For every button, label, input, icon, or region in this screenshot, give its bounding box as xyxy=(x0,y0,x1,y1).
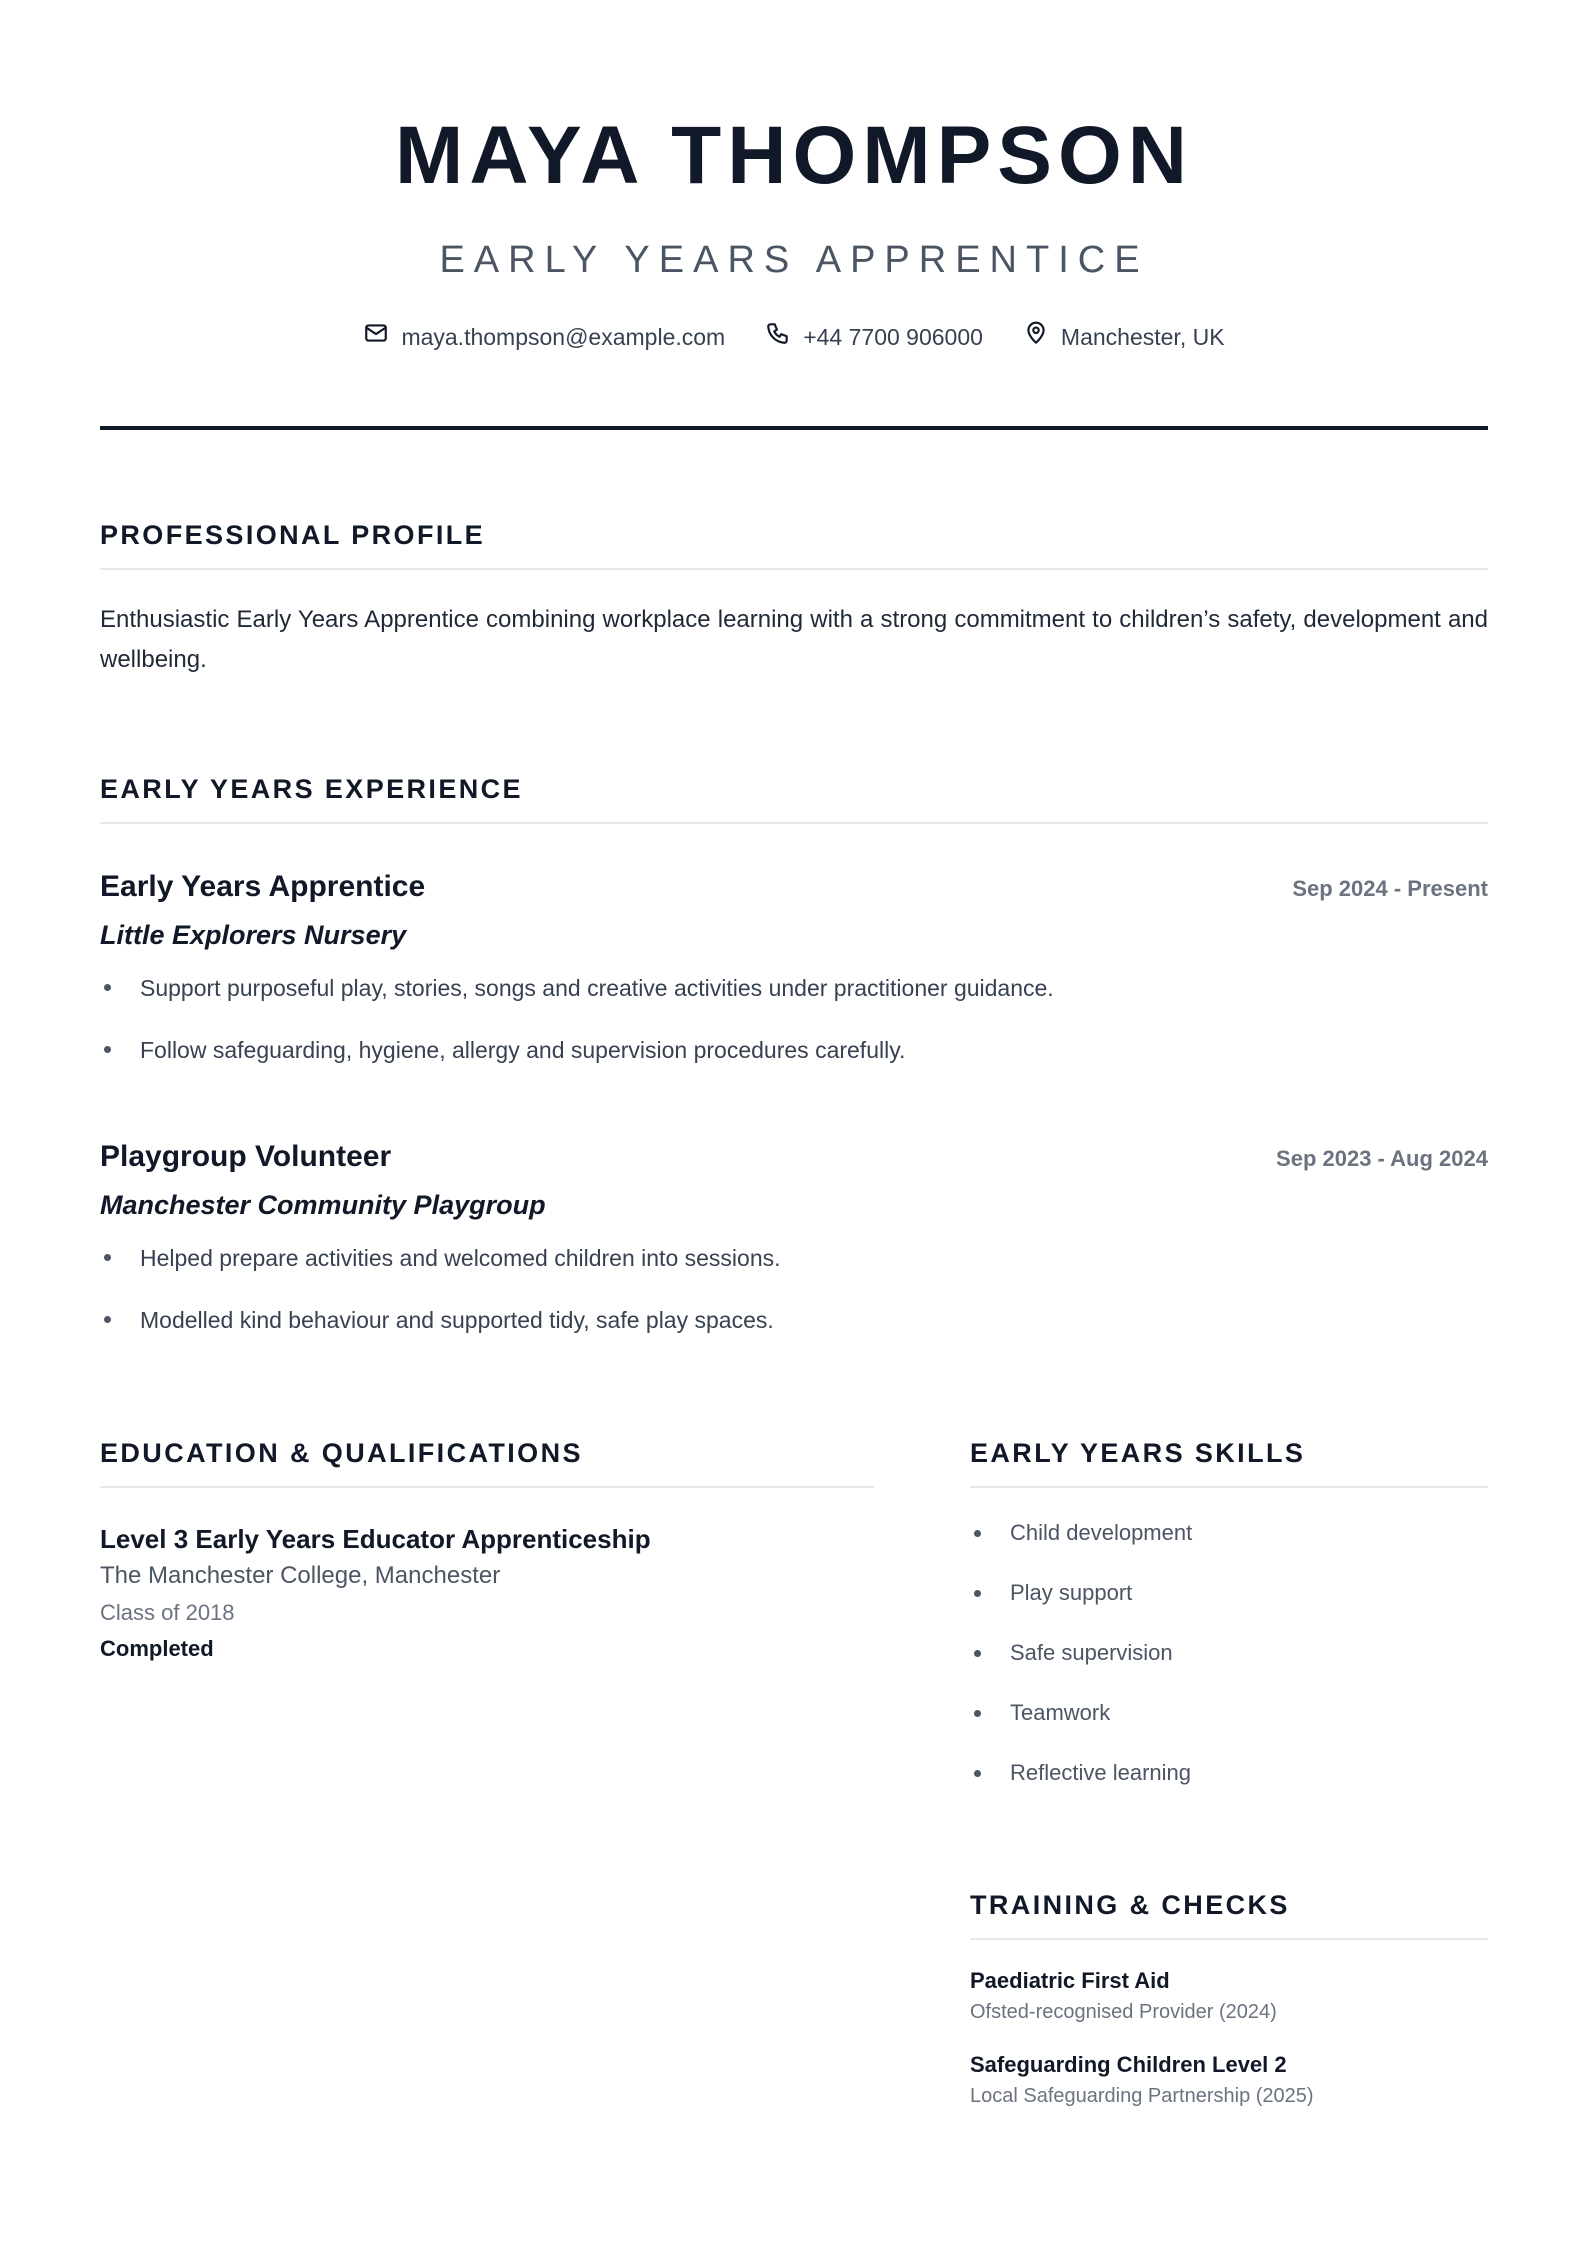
job-title: Playgroup Volunteer xyxy=(100,1140,392,1173)
list-item xyxy=(100,1034,1488,1066)
two-column-section xyxy=(100,1436,1488,2110)
bullet-icon xyxy=(974,1650,981,1657)
profile-title: PROFESSIONAL PROFILE xyxy=(100,520,486,550)
header-divider xyxy=(100,426,1488,430)
bullet-text: Helped prepare activities and welcomed children into sessions. xyxy=(140,1245,781,1271)
bullet-icon xyxy=(974,1530,981,1537)
bullet-icon xyxy=(104,1046,111,1053)
skill-text: Reflective learning xyxy=(1010,1760,1191,1785)
training-title: TRAINING & CHECKS xyxy=(970,1890,1290,1920)
training-divider xyxy=(970,1938,1488,1940)
training-item xyxy=(970,2050,1488,2110)
job-organisation: Little Explorers Nursery xyxy=(100,920,407,950)
bullet-icon xyxy=(104,1254,111,1261)
profile-divider xyxy=(100,568,1488,570)
education-title: EDUCATION & QUALIFICATIONS xyxy=(100,1438,583,1468)
job-organisation: Manchester Community Playgroup xyxy=(100,1190,546,1220)
bullet-icon xyxy=(974,1590,981,1597)
skills-divider xyxy=(970,1486,1488,1488)
list-item xyxy=(100,972,1488,1004)
experience-divider xyxy=(100,822,1488,824)
qualification-year: Class of 2018 xyxy=(100,1600,235,1625)
bullet-icon xyxy=(104,984,111,991)
contact-phone-text: +44 7700 906000 xyxy=(803,324,983,350)
contact-email-text: maya.thompson@example.com xyxy=(401,324,726,350)
list-item xyxy=(970,1758,1488,1788)
mail-icon xyxy=(363,320,389,354)
qualification-school: The Manchester College, Manchester xyxy=(100,1562,501,1589)
qualification-title: Level 3 Early Years Educator Apprenticeship xyxy=(100,1524,651,1554)
list-item xyxy=(970,1518,1488,1548)
experience-title: EARLY YEARS EXPERIENCE xyxy=(100,774,523,804)
phone-icon xyxy=(765,320,791,354)
skill-text: Play support xyxy=(1010,1580,1133,1605)
profile-text: Enthusiastic Early Years Apprentice combining workplace learning with a strong commitment to children’s safety, development and wellbeing. xyxy=(100,606,1488,673)
list-item xyxy=(100,1304,1488,1336)
candidate-headline: EARLY YEARS APPRENTICE xyxy=(439,239,1149,281)
training-name: Safeguarding Children Level 2 xyxy=(970,2052,1287,2077)
resume-header xyxy=(100,0,1488,430)
candidate-name: MAYA THOMPSON xyxy=(395,110,1193,201)
job-entry xyxy=(100,868,1488,1066)
job-title: Early Years Apprentice xyxy=(100,870,426,903)
bullet-icon xyxy=(974,1770,981,1777)
contact-email[interactable] xyxy=(363,320,725,354)
list-item xyxy=(100,1242,1488,1274)
qualification-status: Completed xyxy=(100,1636,214,1661)
training-provider: Local Safeguarding Partnership (2025) xyxy=(970,2085,1314,2107)
skill-text: Teamwork xyxy=(1010,1700,1111,1725)
location-pin-icon xyxy=(1023,320,1049,354)
bullet-icon xyxy=(974,1710,981,1717)
job-bullets xyxy=(100,1242,1488,1336)
training-section xyxy=(970,1888,1488,2110)
skills-title: EARLY YEARS SKILLS xyxy=(970,1438,1306,1468)
bullet-text: Follow safeguarding, hygiene, allergy and supervision procedures carefully. xyxy=(140,1037,906,1063)
profile-section xyxy=(100,518,1488,680)
contact-location xyxy=(1023,320,1225,354)
list-item xyxy=(970,1578,1488,1608)
experience-section xyxy=(100,772,1488,1336)
job-date: Sep 2024 - Present xyxy=(1292,876,1488,901)
training-provider: Ofsted-recognised Provider (2024) xyxy=(970,2001,1277,2023)
skills-section xyxy=(970,1436,1488,1788)
skills-list xyxy=(970,1518,1488,1788)
education-section xyxy=(100,1436,874,2110)
education-divider xyxy=(100,1486,874,1488)
bullet-text: Modelled kind behaviour and supported tidy, safe play spaces. xyxy=(140,1307,774,1333)
skill-text: Safe supervision xyxy=(1010,1640,1173,1665)
job-entry xyxy=(100,1138,1488,1336)
contact-phone[interactable] xyxy=(765,320,983,354)
skill-text: Child development xyxy=(1010,1520,1193,1545)
right-column xyxy=(970,1436,1488,2110)
job-bullets xyxy=(100,972,1488,1066)
contact-location-text: Manchester, UK xyxy=(1060,324,1225,350)
bullet-icon xyxy=(104,1316,111,1323)
contact-bar xyxy=(100,320,1488,354)
list-item xyxy=(970,1698,1488,1728)
training-item xyxy=(970,1966,1488,2026)
training-name: Paediatric First Aid xyxy=(970,1968,1170,1993)
bullet-text: Support purposeful play, stories, songs and creative activities under practitioner guidance. xyxy=(140,975,1054,1001)
list-item xyxy=(970,1638,1488,1668)
job-date: Sep 2023 - Aug 2024 xyxy=(1276,1146,1488,1171)
